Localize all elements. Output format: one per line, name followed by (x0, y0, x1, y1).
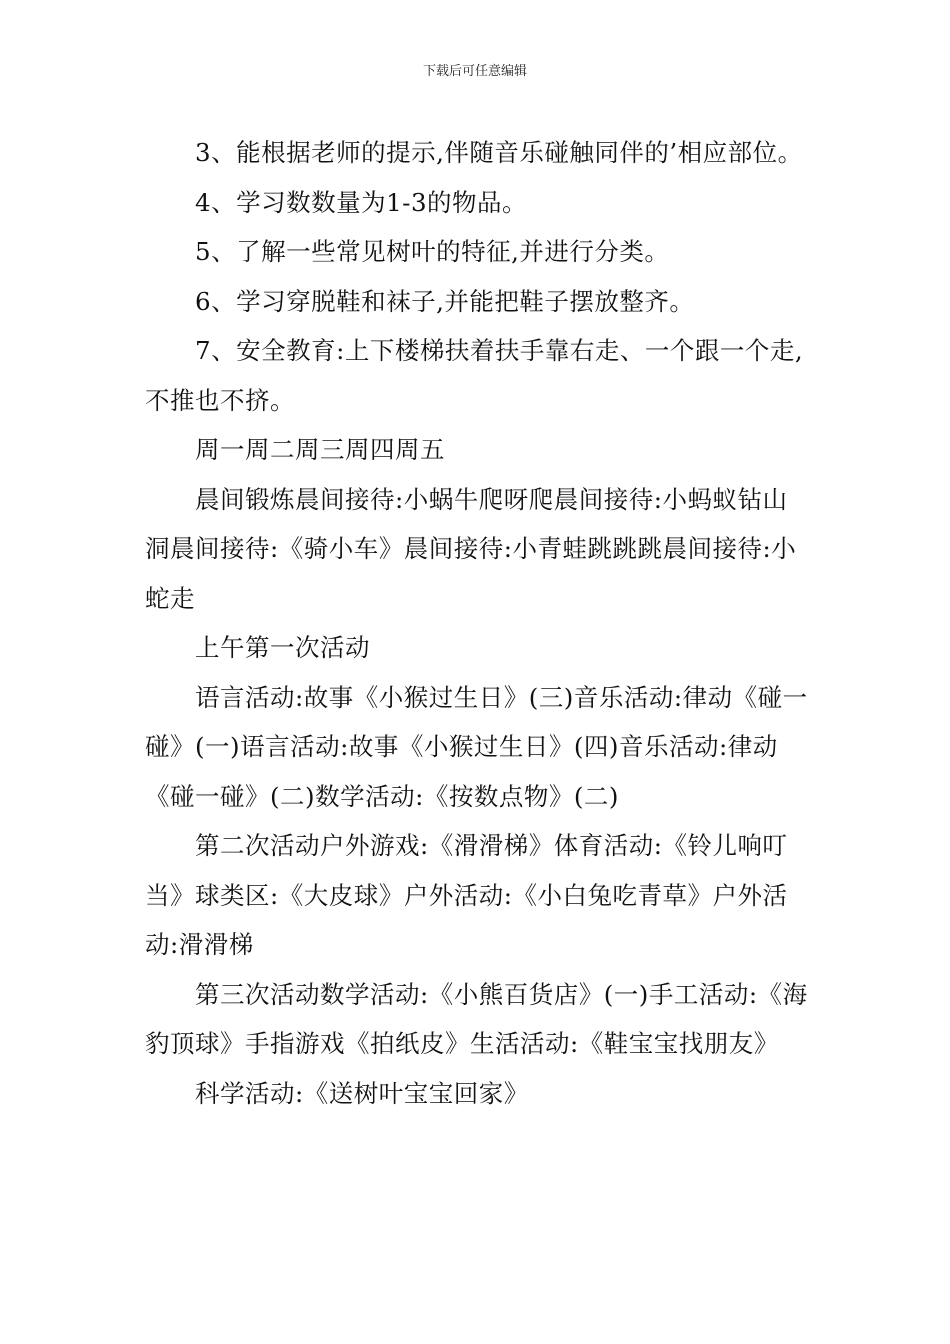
page-header: 下载后可任意编辑 (422, 64, 527, 79)
paragraph-goal-7: 7、安全教育:上下楼梯扶着扶手靠右走、一个跟一个走,不推也不挤。 (145, 336, 804, 415)
paragraph-goal-6: 6、学习穿脱鞋和袜子,并能把鞋子摆放整齐。 (195, 286, 695, 316)
paragraph-weekdays: 周一周二周三周四周五 (195, 435, 445, 464)
paragraph-goal-3: 3、能根据老师的提示,伴随音乐碰触同伴的’相应部位。 (195, 138, 803, 167)
paragraph-first-activity: 语言活动:故事《小猴过生日》(三)音乐活动:律动《碰一碰》(一)语言活动:故事《小猴过生日》(四)音乐活动:律动《碰一碰》(二)数学活动:《按数点物》(二) (145, 682, 808, 811)
paragraph-goal-4: 4、学习数数量为1-3的物品。 (195, 187, 528, 217)
paragraph-first-activity-heading: 上午第一次活动 (195, 633, 370, 662)
paragraph-science-activity: 科学活动:《送树叶宝宝回家》 (195, 1078, 529, 1108)
paragraph-second-activity: 第二次活动户外游戏:《滑滑梯》体育活动:《铃儿响叮当》球类区:《大皮球》户外活动:《小白兔吃青草》户外活动:滑滑梯 (145, 831, 788, 959)
paragraph-third-activity: 第三次活动数学活动:《小熊百货店》(一)手工活动:《海豹顶球》手指游戏《拍纸皮》生活活动:《鞋宝宝找朋友》 (145, 979, 808, 1058)
document-body (145, 128, 810, 1118)
paragraph-morning-exercise: 晨间锻炼晨间接待:小蜗牛爬呀爬晨间接待:小蚂蚁钻山洞晨间接待:《骑小车》晨间接待:小青蛙跳跳跳晨间接待:小蛇走 (145, 484, 797, 613)
paragraph-goal-5: 5、了解一些常见树叶的特征,并进行分类。 (195, 237, 670, 266)
